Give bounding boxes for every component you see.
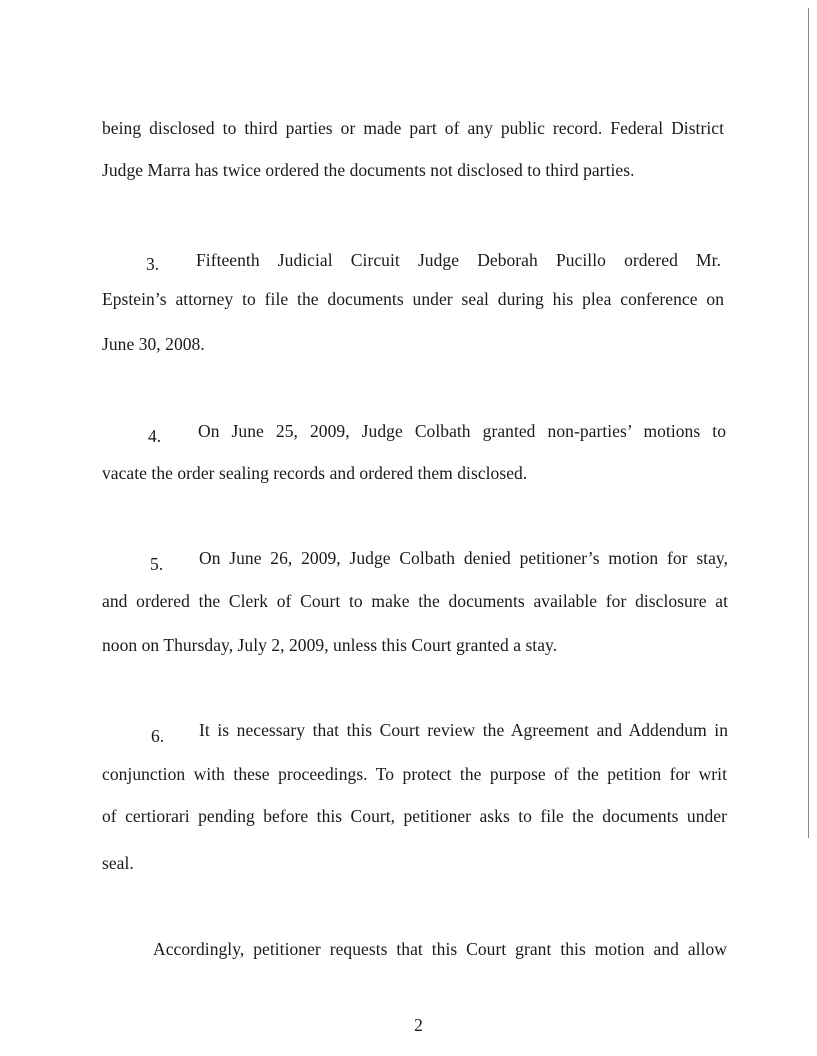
paragraph-line: and ordered the Clerk of Court to make the documents available for disclosure at [102,591,728,611]
paragraph-line: Epstein’s attorney to file the documents under seal during his plea conference on [102,289,724,309]
paragraph-line: On June 26, 2009, Judge Colbath denied petitioner’s motion for stay, [199,548,728,568]
paragraph-line: Fifteenth Judicial Circuit Judge Deborah Pucillo ordered Mr. [196,250,721,270]
paragraph-number: 3. [146,254,160,274]
paragraph-line: Judge Marra has twice ordered the documents not disclosed to third parties. [102,160,635,180]
paragraph-line: vacate the order sealing records and ordered them disclosed. [102,463,528,483]
paragraph-line: It is necessary that this Court review the Agreement and Addendum in [199,720,728,740]
paragraph-number: 6. [151,726,165,746]
paragraph-line: being disclosed to third parties or made part of any public record. Federal District [102,118,724,138]
paragraph-number: 4. [148,426,162,446]
paragraph-line: noon on Thursday, July 2, 2009, unless this Court granted a stay. [102,635,558,655]
scan-edge-line [808,8,809,838]
paragraph-line: June 30, 2008. [102,334,205,354]
paragraph-line: of certiorari pending before this Court, petitioner asks to file the documents under [102,806,727,826]
paragraph-line: Accordingly, petitioner requests that this Court grant this motion and allow [153,939,727,959]
page-number: 2 [414,1015,423,1035]
paragraph-line: On June 25, 2009, Judge Colbath granted non-parties’ motions to [198,421,726,441]
paragraph-number: 5. [150,554,164,574]
paragraph-line: conjunction with these proceedings. To protect the purpose of the petition for writ [102,764,727,784]
paragraph-line: seal. [102,853,134,873]
